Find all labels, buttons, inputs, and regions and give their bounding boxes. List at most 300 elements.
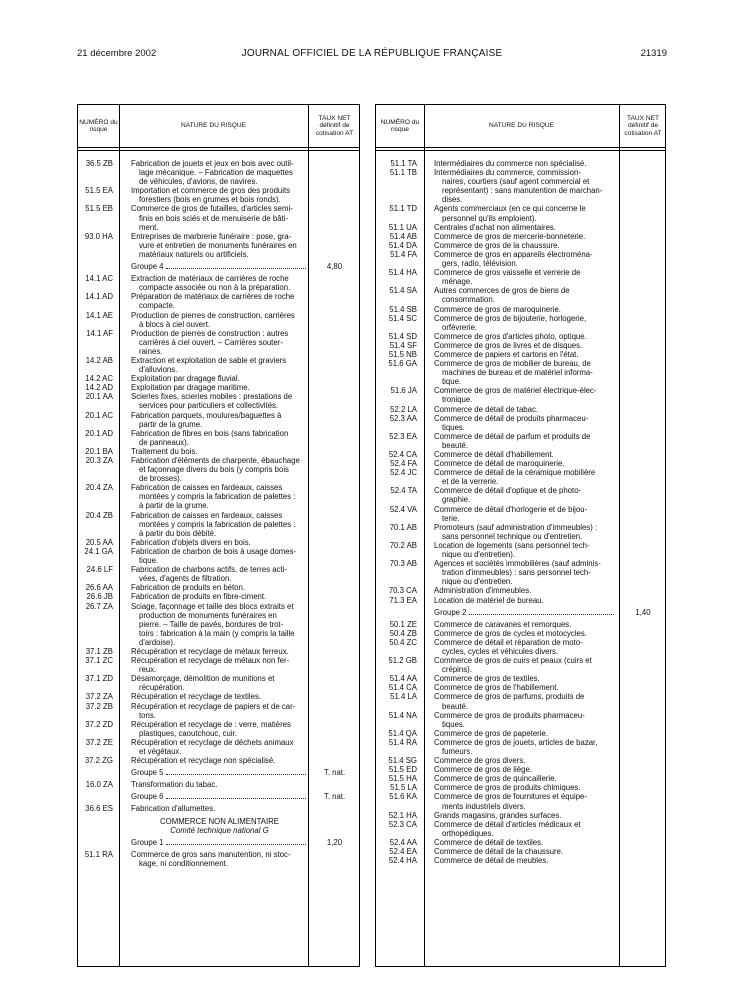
table-row	[376, 774, 665, 783]
description-line: production de monuments funéraires en	[139, 610, 277, 620]
risk-description	[131, 383, 308, 392]
risk-code: 20.4 ZA	[85, 483, 113, 493]
description-line: Groupe 4	[131, 262, 164, 272]
risk-code: 52.4 TA	[390, 486, 417, 496]
description-line: nique ou d'entretien.	[442, 577, 513, 587]
risk-description	[434, 765, 619, 774]
header-nature: NATURE DU RISQUE	[180, 122, 247, 130]
description-line: ménage.	[442, 277, 473, 287]
table-row	[376, 405, 665, 414]
risk-code: 93.0 HA	[84, 231, 113, 241]
risk-description	[131, 817, 308, 826]
rate-value: T. nat.	[323, 792, 346, 802]
description-line: Fabrication de charbons actifs, de terres acti-	[131, 565, 288, 575]
table-row	[376, 729, 665, 738]
risk-code: 26.7 ZA	[85, 601, 113, 611]
description-line: de panneaux).	[139, 437, 189, 447]
rate-value: 1,40	[635, 607, 651, 617]
risk-description	[131, 547, 308, 565]
description-line: Importation et commerce de gros des produits	[131, 186, 291, 196]
risk-description	[434, 305, 619, 314]
description-line: Fabrication de jouets et jeux en bois avec outil-	[131, 159, 294, 168]
description-line: Fabrication de charbon de bois à usage domes-	[131, 546, 297, 556]
description-line: Commerce de gros vaisselle et verrerie de	[434, 268, 581, 278]
table-row	[376, 305, 665, 314]
description-line: Extraction de matériaux de carrières de roche	[131, 274, 289, 284]
risk-code: 51.5 LA	[390, 783, 417, 793]
rate-value: 1,20	[326, 837, 343, 847]
description-line: Commerce de gros de jouets, articles de bazar,	[434, 737, 598, 747]
description-line: Commerce de détail de meubles.	[434, 856, 549, 866]
risk-description	[434, 683, 619, 692]
table-row	[376, 792, 665, 810]
description-line: Commerce de gros d'articles photo, optique.	[434, 331, 587, 341]
risk-code: 50.1 ZE	[389, 619, 417, 629]
risk-description	[131, 647, 308, 656]
table-row	[376, 159, 665, 168]
risk-code: 52.4 AA	[389, 837, 417, 847]
risk-code: 52.3 CA	[388, 819, 417, 829]
description-line: ment.	[139, 222, 159, 232]
risk-code: 52.3 EA	[389, 431, 417, 441]
table-row	[78, 232, 359, 259]
risk-code: 51.5 EA	[85, 186, 113, 196]
description-line: compacte associée ou non à la préparation.	[139, 283, 291, 293]
table-row	[376, 486, 665, 504]
table-row	[376, 450, 665, 459]
description-line: Exploitation par dragage maritime.	[131, 383, 250, 393]
description-line: Promoteurs (sauf administration d'immeubles) :	[434, 522, 598, 532]
risk-description	[131, 538, 308, 547]
table-row	[376, 241, 665, 250]
description-line: Agents commerciaux (en ce qui concerne le	[434, 204, 586, 214]
table-row	[78, 356, 359, 374]
description-line: montées y compris la fabrication de palettes :	[139, 492, 296, 502]
risk-description	[434, 756, 619, 765]
risk-code: 36.6 ES	[85, 804, 113, 814]
header-nature: NATURE DU RISQUE	[488, 122, 555, 130]
risk-code: 37.1 ZD	[85, 674, 113, 684]
table-row	[78, 656, 359, 674]
description-line: consommation.	[442, 295, 495, 305]
table-row	[376, 856, 665, 865]
description-line: Location de matériel de bureau.	[434, 595, 544, 605]
table-row	[376, 232, 665, 241]
description-line: Location de logements (sans personnel tech-	[434, 540, 590, 550]
table-row	[78, 429, 359, 447]
risk-code: 37.2 ZA	[85, 692, 113, 702]
description-line: beauté.	[442, 701, 469, 711]
risk-description	[434, 241, 619, 250]
description-line: Commerce de gros de produits chimiques.	[434, 783, 581, 793]
risk-description	[434, 738, 619, 756]
table-row	[78, 780, 359, 789]
risk-description	[434, 620, 619, 629]
risk-code: 14.1 AF	[86, 328, 113, 338]
risk-code: 20.1 AA	[85, 392, 113, 402]
risk-description	[434, 638, 619, 656]
risk-description	[434, 586, 619, 595]
description-line: Commerce de gros de liège.	[434, 765, 532, 775]
description-line: fumeurs.	[442, 747, 473, 756]
description-line: orthopédiques.	[442, 828, 494, 838]
description-line: récupération.	[139, 683, 185, 693]
risk-description	[131, 511, 308, 538]
description-line: Centrales d'achat non alimentaires.	[434, 222, 556, 232]
risk-description	[434, 159, 619, 168]
description-line: COMMERCE NON ALIMENTAIRE	[160, 816, 279, 826]
table-row	[78, 511, 359, 538]
risk-description	[131, 565, 308, 583]
description-line: Transformation du tabac.	[131, 780, 218, 790]
description-line: finis en bois sciés et de menuiserie de bâti-	[139, 213, 289, 223]
table-row	[376, 596, 665, 605]
description-line: Commerce de gros de quincaillerie.	[434, 774, 557, 784]
table-row	[78, 565, 359, 583]
description-line: graphie.	[442, 495, 471, 505]
description-line: d'alluvions.	[139, 365, 178, 375]
risk-description	[434, 783, 619, 792]
risk-description	[434, 268, 619, 286]
risk-description	[434, 232, 619, 241]
risk-description	[434, 341, 619, 350]
description-line: toirs : fabrication à la main (y compris la taille	[139, 628, 295, 638]
risk-description	[434, 286, 619, 304]
risk-description	[131, 429, 308, 447]
table-row	[78, 292, 359, 310]
description-line: dises.	[442, 195, 463, 205]
table-row	[78, 702, 359, 720]
risk-code: 51.5 EB	[85, 204, 113, 214]
risk-code: 37.1 ZB	[85, 646, 113, 656]
risk-code: 71.3 EA	[389, 595, 417, 605]
risk-code: 51.4 SD	[388, 331, 417, 341]
description-line: Récupération et recyclage de textiles.	[131, 692, 262, 702]
risk-code: 36.5 ZB	[85, 159, 113, 168]
risk-description	[131, 292, 308, 310]
risk-code: 52.2 LA	[390, 404, 417, 414]
issue-date: 21 décembre 2002	[77, 48, 157, 59]
risk-description	[434, 820, 619, 838]
rate-value: 4,80	[326, 262, 343, 272]
risk-description	[434, 332, 619, 341]
table-row	[78, 583, 359, 592]
description-line: Préparation de matériaux de carrières de roche	[131, 292, 295, 302]
group-row	[78, 792, 359, 801]
table-row	[78, 756, 359, 765]
risk-description	[131, 374, 308, 383]
risk-code: 51.1 TD	[389, 204, 417, 214]
risk-description	[131, 392, 308, 410]
table-row	[376, 586, 665, 595]
description-line: Intermédiaires du commerce, commission-	[434, 168, 581, 178]
description-line: Groupe 1	[131, 837, 164, 847]
header-taux: TAUX NET définitif de cotisation AT	[624, 114, 662, 137]
risk-description	[434, 250, 619, 268]
risk-code: 51.4 RA	[388, 737, 417, 747]
description-line: Fabrication d'allumettes.	[131, 804, 216, 814]
risk-code: 26.6 JB	[86, 592, 113, 602]
risk-code: 52.3 AA	[389, 413, 417, 423]
description-line: Production de pierres de construction : autres	[131, 328, 289, 338]
description-line: Commerce de gros de fournitures et équipe-	[434, 792, 587, 802]
risk-description	[131, 456, 308, 483]
risk-code: 51.5 ED	[388, 765, 417, 775]
risk-description	[434, 204, 619, 222]
table-row	[376, 204, 665, 222]
description-line: tiques.	[442, 422, 465, 432]
risk-description	[131, 702, 308, 720]
risk-code: 51.5 NB	[388, 349, 417, 359]
left-table-body	[78, 159, 359, 868]
risk-description	[434, 405, 619, 414]
table-row	[78, 738, 359, 756]
description-line: Commerce de gros de parfums, produits de	[434, 692, 585, 702]
description-line: Récupération et recyclage de métaux non fer-	[131, 656, 290, 666]
risk-description	[434, 656, 619, 674]
description-line: Fabrication d'objets divers en bois.	[131, 537, 251, 547]
table-row	[376, 223, 665, 232]
table-row	[78, 547, 359, 565]
description-line: Commerce de gros de maroquinerie.	[434, 304, 561, 314]
risk-code: 51.4 AB	[389, 231, 417, 241]
risk-description	[434, 792, 619, 810]
description-line: compacte.	[139, 301, 175, 311]
risk-description	[434, 811, 619, 820]
journal-title: JOURNAL OFFICIEL DE LA RÉPUBLIQUE FRANÇAISE	[241, 48, 503, 59]
table-row	[376, 838, 665, 847]
description-line: Commerce de gros de textiles.	[434, 674, 540, 684]
description-line: vées, d'agents de filtration.	[139, 574, 232, 584]
table-row	[376, 286, 665, 304]
table-row	[376, 638, 665, 656]
risk-description	[434, 692, 619, 710]
description-line: Groupe 6	[131, 792, 164, 802]
risk-code: 70.3 CA	[388, 586, 417, 596]
risk-description	[434, 223, 619, 232]
risk-code: 51.4 SA	[389, 286, 417, 296]
risk-description	[131, 656, 308, 674]
table-row	[78, 804, 359, 813]
description-line: lage mécanique. – Fabrication de maquettes	[139, 168, 293, 178]
right-table	[375, 104, 666, 967]
description-line: Fabrication de fibres en bois (sans fabrication	[131, 428, 289, 438]
risk-code: 51.4 QA	[388, 728, 417, 738]
table-row	[376, 341, 665, 350]
description-line: Fabrication de caisses en fardeaux, caisses	[131, 510, 283, 520]
table-row	[78, 456, 359, 483]
risk-code: 51.4 SB	[389, 304, 417, 314]
risk-description	[434, 486, 619, 504]
risk-description	[434, 559, 619, 586]
group-row	[78, 262, 359, 271]
rate-value: T. nat.	[323, 768, 346, 778]
risk-description	[131, 850, 308, 868]
risk-code: 70.2 AB	[389, 540, 417, 550]
description-line: Commerce de détail de produits pharmaceu-	[434, 413, 589, 423]
table-row	[78, 447, 359, 456]
header-numero: NUMÉRO du risque	[380, 118, 420, 133]
risk-code: 51.4 LA	[390, 692, 417, 702]
risk-code: 16.0 ZA	[85, 780, 113, 790]
table-row	[376, 620, 665, 629]
risk-description	[434, 774, 619, 783]
description-line: carrières à ciel ouvert. – Carrières souter-	[139, 337, 283, 347]
risk-description	[434, 350, 619, 359]
table-row	[376, 386, 665, 404]
table-row	[78, 204, 359, 231]
description-line: Désamorçage, démolition de munitions et	[131, 674, 275, 684]
table-row	[78, 538, 359, 547]
risk-code: 51.6 GA	[388, 359, 417, 369]
risk-description	[131, 311, 308, 329]
description-line: Groupe 2	[434, 607, 467, 617]
description-line: Commerce de détail d'articles médicaux et	[434, 819, 581, 829]
description-line: représentant) : sans manutention de marchan-	[442, 186, 603, 196]
description-line: Autres commerces de gros de biens de	[434, 286, 570, 296]
description-line: forestiers (bois en grumes et bois ronds).	[139, 195, 281, 205]
risk-description	[131, 602, 308, 647]
risk-description	[434, 541, 619, 559]
risk-description	[131, 329, 308, 356]
table-row	[376, 692, 665, 710]
table-row	[376, 765, 665, 774]
description-line: beauté.	[442, 440, 469, 450]
risk-description	[434, 847, 619, 856]
description-line: Commerce de gros de bijouterie, horlogerie,	[434, 313, 587, 323]
description-line: pierre. – Taille de pavés, bordures de trot-	[139, 619, 284, 629]
table-row	[376, 738, 665, 756]
description-line: et de la verrerie.	[442, 477, 499, 487]
risk-description	[434, 314, 619, 332]
description-line: services pour particuliers et collectivités.	[139, 401, 279, 411]
risk-code: 14.2 AD	[85, 383, 113, 393]
table-row	[376, 523, 665, 541]
risk-code: 52.4 HA	[388, 856, 417, 866]
description-line: tons.	[139, 710, 156, 720]
risk-description	[131, 159, 308, 186]
risk-code: 51.4 FA	[390, 249, 417, 259]
description-line: Groupe 5	[131, 768, 164, 778]
description-line: ments industriels divers.	[442, 801, 526, 811]
risk-code: 37.1 ZC	[85, 656, 113, 666]
description-line: Commerce de gros de cycles et motocycles.	[434, 628, 587, 638]
table-row	[376, 250, 665, 268]
description-line: personnel qu'ils emploient).	[442, 213, 537, 223]
risk-code: 50.4 ZC	[389, 637, 417, 647]
table-row	[376, 783, 665, 792]
description-line: Commerce de détail de parfum et produits de	[434, 431, 591, 441]
description-line: Fabrication de produits en béton.	[131, 583, 245, 593]
description-line: machines de bureau et de matériel informa-	[442, 368, 593, 378]
description-line: Traitement du bois.	[131, 446, 198, 456]
table-row	[78, 850, 359, 868]
group-row	[376, 608, 665, 617]
description-line: Commerce de gros de matériel électrique-élec-	[434, 386, 597, 396]
risk-code: 51.4 SC	[388, 313, 417, 323]
risk-code: 70.3 AB	[389, 559, 417, 569]
risk-description	[434, 414, 619, 432]
table-row	[376, 811, 665, 820]
description-line: tiques.	[442, 719, 465, 729]
risk-code: 51.5 HA	[388, 774, 417, 784]
description-line: Commerce de gros de futailles, d'articles semi-	[131, 204, 293, 214]
description-line: nique ou d'entretien).	[442, 550, 516, 560]
left-table	[77, 104, 360, 967]
risk-description	[434, 386, 619, 404]
table-row	[78, 647, 359, 656]
description-line: tique.	[139, 556, 159, 566]
description-line: Récupération et recyclage non spécialisé.	[131, 756, 276, 766]
description-line: Commerce de caravanes et remorques.	[434, 619, 572, 629]
table-row	[376, 505, 665, 523]
description-line: de véhicules, d'avions, de navires.	[139, 177, 258, 187]
header-numero: NUMÉRO du risque	[79, 118, 118, 133]
description-line: Fabrication de produits en fibre-ciment.	[131, 592, 267, 602]
risk-code: 14.1 AD	[85, 292, 113, 302]
table-row	[376, 847, 665, 856]
table-row	[376, 629, 665, 638]
description-line: Commerce de détail de la chaussure.	[434, 847, 564, 857]
risk-description	[131, 262, 308, 271]
description-line: Commerce de détail et réparation de moto-	[434, 637, 583, 647]
risk-description	[131, 756, 308, 765]
risk-code: 14.1 AE	[85, 310, 113, 320]
risk-code: 37.2 ZG	[84, 756, 113, 766]
description-line: de brosses).	[139, 474, 182, 484]
description-line: naires, courtiers (sauf agent commercial et	[442, 177, 590, 187]
risk-description	[131, 186, 308, 204]
risk-description	[434, 838, 619, 847]
risk-description	[434, 450, 619, 459]
table-row	[376, 268, 665, 286]
risk-code: 14.2 AC	[85, 374, 113, 384]
description-line: Commerce de gros de papeterie.	[434, 728, 548, 738]
risk-description	[131, 583, 308, 592]
description-line: à partir du bois débité.	[139, 528, 217, 538]
risk-description	[131, 692, 308, 701]
description-line: partir de la grume.	[139, 419, 203, 429]
risk-code: 51.2 GB	[388, 656, 417, 666]
description-line: et façonnage divers du bois (y compris bois	[139, 465, 289, 475]
risk-description	[131, 674, 308, 692]
table-row	[78, 311, 359, 329]
risk-code: 20.1 AD	[85, 428, 113, 438]
risk-code: 20.4 ZB	[85, 510, 113, 520]
description-line: tique.	[442, 377, 462, 387]
page-number: 21319	[640, 48, 667, 59]
table-row	[78, 274, 359, 292]
description-line: Commerce de détail de textiles.	[434, 837, 544, 847]
description-line: Production de pierres de construction, carrières	[131, 310, 295, 320]
table-row	[376, 350, 665, 359]
description-line: Commerce de détail de tabac.	[434, 404, 539, 414]
description-line: à partir de la grume.	[139, 501, 209, 511]
description-line: cycles, cycles et véhicules divers.	[442, 646, 559, 656]
risk-code: 51.4 NA	[388, 710, 417, 720]
description-line: Commerce de gros de cuirs et peaux (cuirs et	[434, 656, 592, 666]
risk-code: 52.4 EA	[389, 847, 417, 857]
risk-description	[131, 826, 308, 835]
table-row	[376, 683, 665, 692]
description-line: Commerce de gros de mobilier de bureau, de	[434, 359, 591, 369]
description-line: terie.	[442, 513, 460, 523]
description-line: Grands magasins, grandes surfaces.	[434, 810, 562, 820]
risk-code: 20.5 AA	[85, 537, 113, 547]
risk-code: 51.1 RA	[84, 849, 113, 859]
group-row	[78, 768, 359, 777]
risk-code: 37.2 ZB	[85, 701, 113, 711]
